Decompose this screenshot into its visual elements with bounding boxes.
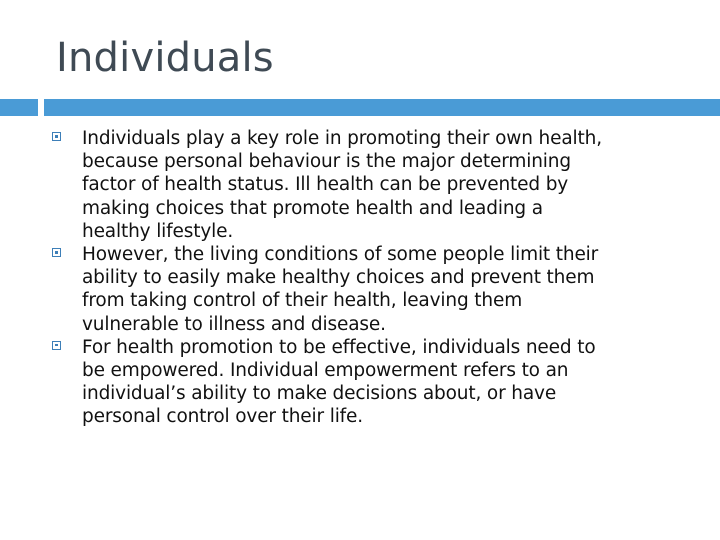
square-bullet-icon [52, 341, 61, 350]
bullet-line: personal control over their life. [82, 406, 364, 428]
bullet-line: factor of health status. Ill health can be prevented by [82, 174, 569, 196]
bullet-item [52, 127, 692, 243]
title-accent-bar-right [44, 99, 720, 116]
square-bullet-icon [52, 132, 61, 141]
bullet-list [52, 127, 692, 429]
bullet-text [82, 243, 692, 336]
slide-title: Individuals [56, 35, 274, 81]
bullet-line: individual’s ability to make decisions about, or have [82, 383, 557, 405]
bullet-line: vulnerable to illness and disease. [82, 313, 386, 335]
bullet-line: ability to easily make healthy choices and prevent them [82, 267, 595, 289]
bullet-text [82, 127, 692, 243]
bullet-line: Individuals play a key role in promoting their own health, [82, 128, 602, 149]
bullet-line: For health promotion to be effective, individuals need to [82, 336, 596, 358]
bullet-item [52, 336, 692, 429]
square-bullet-icon [52, 248, 61, 257]
bullet-line: healthy lifestyle. [82, 220, 234, 242]
bullet-line: from taking control of their health, leaving them [82, 290, 523, 312]
bullet-line: because personal behaviour is the major determining [82, 151, 571, 173]
bullet-item [52, 243, 692, 336]
bullet-text [82, 336, 692, 429]
title-accent-bar-left [0, 99, 38, 116]
bullet-line: However, the living conditions of some people limit their [82, 244, 599, 266]
bullet-line: making choices that promote health and leading a [82, 197, 543, 219]
bullet-line: be empowered. Individual empowerment refers to an [82, 360, 569, 382]
